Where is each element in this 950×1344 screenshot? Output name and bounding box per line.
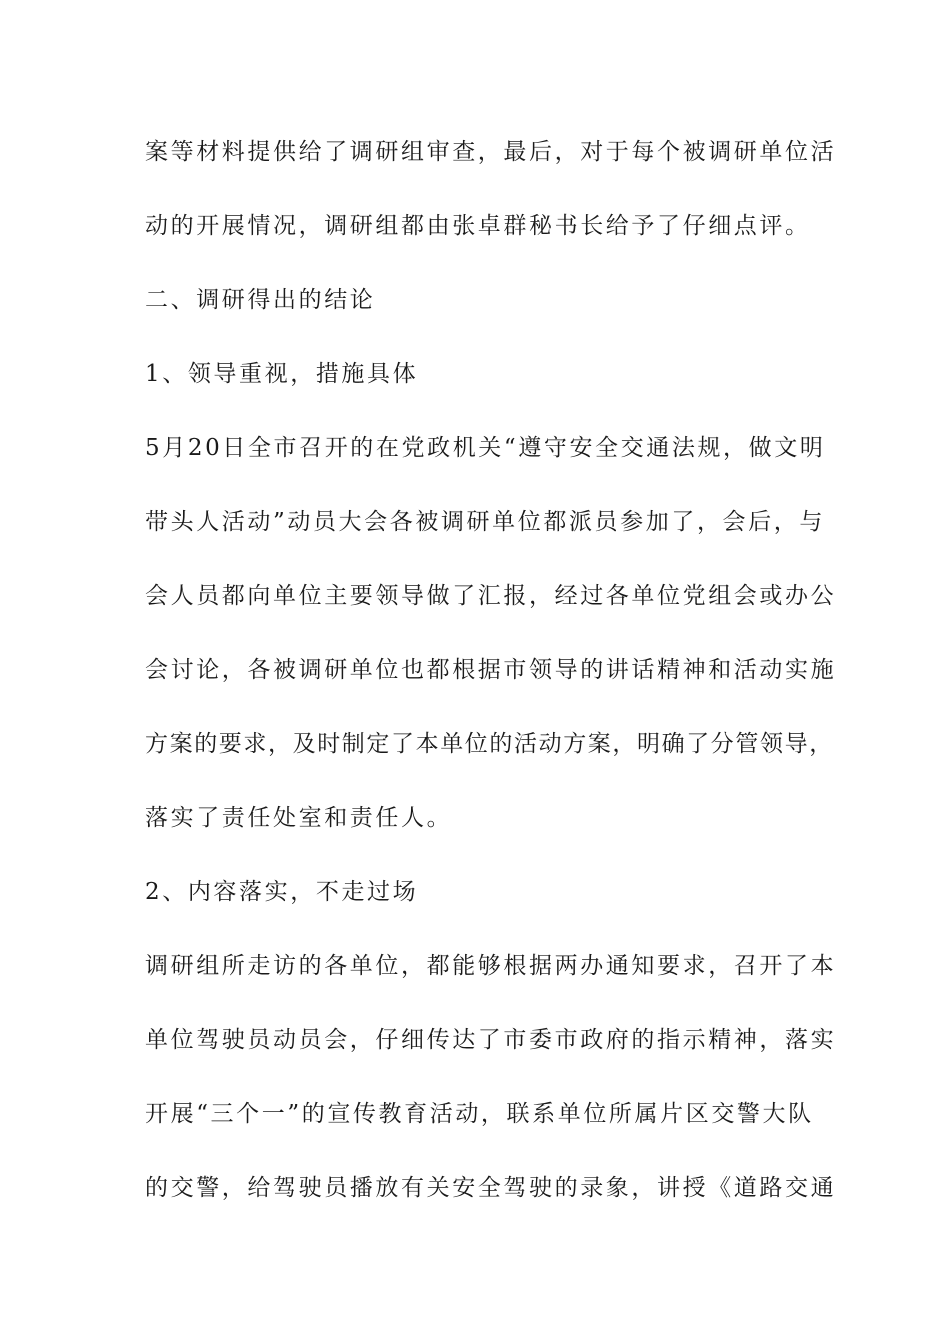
paragraph-line: 案等材料提供给了调研组审查，最后，对于每个被调研单位活 — [145, 139, 837, 165]
paragraph-line: 调研组所走访的各单位，都能够根据两办通知要求，召开了本 — [145, 953, 837, 979]
paragraph-line: 动的开展情况，调研组都由张卓群秘书长给予了仔细点评。 — [145, 213, 811, 239]
paragraph-line: 5月20日全市召开的在党政机关“遵守安全交通法规，做文明 — [145, 435, 826, 461]
paragraph-line: 单位驾驶员动员会，仔细传达了市委市政府的指示精神，落实 — [145, 1027, 837, 1053]
subsection-heading: 2、内容落实，不走过场 — [145, 879, 419, 905]
paragraph-line: 开展“三个一”的宣传教育活动，联系单位所属片区交警大队 — [145, 1101, 814, 1127]
paragraph-line: 的交警，给驾驶员播放有关安全驾驶的录象，讲授《道路交通 — [145, 1175, 837, 1201]
paragraph-line: 带头人活动”动员大会各被调研单位都派员参加了，会后，与 — [145, 509, 825, 535]
paragraph-line: 会讨论，各被调研单位也都根据市领导的讲话精神和活动实施 — [145, 657, 837, 683]
section-heading: 二、调研得出的结论 — [145, 287, 376, 313]
subsection-heading: 1、领导重视，措施具体 — [145, 361, 419, 387]
paragraph-line: 会人员都向单位主要领导做了汇报，经过各单位党组会或办公 — [145, 583, 837, 609]
paragraph-line: 方案的要求，及时制定了本单位的活动方案，明确了分管领导， — [145, 731, 834, 757]
paragraph-line: 落实了责任处室和责任人。 — [145, 805, 453, 831]
